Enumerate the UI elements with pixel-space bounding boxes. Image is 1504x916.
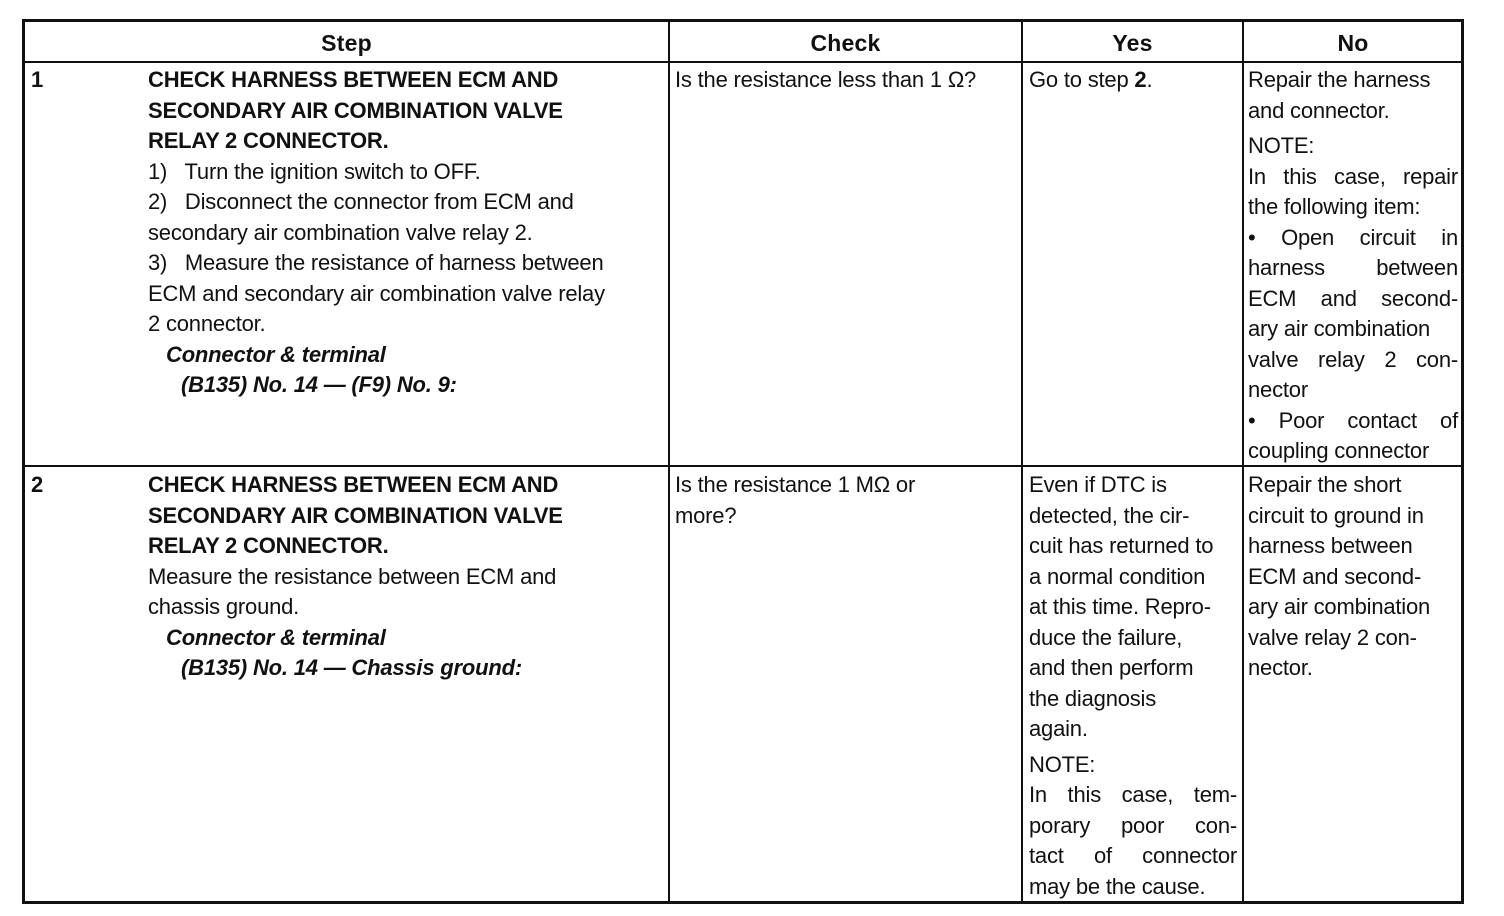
connector-label: Connector & terminal [166,624,386,650]
note-label: NOTE: [1248,133,1315,158]
yes-line: cuit has returned to [1029,533,1214,558]
no-line: ary air combination [1248,594,1431,619]
step-title-line: SECONDARY AIR COMBINATION VALVE [148,502,563,528]
check-line: more? [675,502,737,528]
note-label: NOTE: [1029,751,1096,777]
step-body-line: ECM and secondary air combination valve relay [148,280,605,306]
connector-terminal-value: (B135) No. 14 — (F9) No. 9: [181,372,457,397]
step-number: 2 [31,472,44,497]
note-line: In this case, tem- [1029,782,1237,807]
row-divider [25,61,1461,63]
column-divider [668,22,670,901]
header-yes: Yes [1112,30,1153,56]
no-line: Repair the harness [1248,67,1431,92]
yes-line: the diagnosis [1029,685,1157,711]
no-line: harness between [1248,533,1413,558]
check-question [675,470,1015,531]
yes-step-reference: 2 [1134,67,1147,92]
step-description [148,470,663,684]
yes-line: again. [1029,716,1088,741]
step-description [148,65,663,401]
step-title-line: SECONDARY AIR COMBINATION VALVE [148,97,563,123]
row-divider [25,465,1461,467]
step-body-line: secondary air combination valve relay 2. [148,219,533,245]
step-body-line: 1) Turn the ignition switch to OFF. [148,158,481,184]
yes-line: Even if DTC is [1029,472,1167,497]
step-title-line: CHECK HARNESS BETWEEN ECM AND [148,67,559,92]
no-line: nector. [1248,655,1313,680]
header-no: No [1337,30,1369,56]
yes-line: detected, the cir- [1029,502,1190,528]
note-line: porary poor con- [1029,812,1237,838]
diagnostic-table [22,19,1464,904]
yes-action [1029,65,1152,96]
note-line: the following item: [1248,194,1421,219]
header-check: Check [810,30,881,56]
yes-action-text: Go to step [1029,67,1135,92]
step-number: 1 [31,67,44,92]
step-body-line: chassis ground. [148,594,300,619]
note-line: • Open circuit in [1248,224,1458,250]
step-title-line: RELAY 2 CONNECTOR. [148,128,389,153]
yes-line: and then perform [1029,655,1194,680]
note-line: In this case, repair [1248,163,1458,189]
check-question: Is the resistance less than 1 Ω? [675,67,977,92]
connector-label: Connector & terminal [166,341,386,367]
note-line: valve relay 2 con- [1248,346,1458,372]
connector-terminal-value: (B135) No. 14 — Chassis ground: [181,655,522,680]
check-line: Is the resistance 1 MΩ or [675,472,916,497]
note-line: • Poor contact of [1248,407,1458,433]
note-line: coupling connector [1248,438,1430,463]
no-action [1248,470,1458,684]
no-line: and connector. [1248,97,1390,123]
yes-line: a normal condition [1029,563,1206,589]
note-line: nector [1248,377,1308,402]
note-line: may be the cause. [1029,873,1206,899]
note-line: ECM and second- [1248,285,1458,311]
no-line: ECM and second- [1248,563,1422,589]
column-divider [1242,22,1244,901]
yes-line: duce the failure, [1029,624,1183,650]
yes-action-suffix: . [1146,67,1153,92]
note-line: harness between [1248,255,1458,280]
column-divider [1021,22,1023,901]
note-line: ary air combination [1248,316,1431,341]
step-body-line: 2 connector. [148,311,266,336]
yes-line: at this time. Repro- [1029,594,1211,619]
header-step: Step [321,30,372,56]
step-body-line: Measure the resistance between ECM and [148,563,557,589]
yes-action [1029,470,1237,902]
no-line: circuit to ground in [1248,502,1424,528]
step-body-line: 2) Disconnect the connector from ECM and [148,189,574,214]
no-line: Repair the short [1248,472,1402,497]
note-line: tact of connector [1029,843,1237,868]
step-body-line: 3) Measure the resistance of harness between [148,250,604,275]
no-line: valve relay 2 con- [1248,624,1417,650]
no-action [1248,65,1458,467]
step-title-line: RELAY 2 CONNECTOR. [148,533,389,558]
step-title-line: CHECK HARNESS BETWEEN ECM AND [148,472,559,497]
